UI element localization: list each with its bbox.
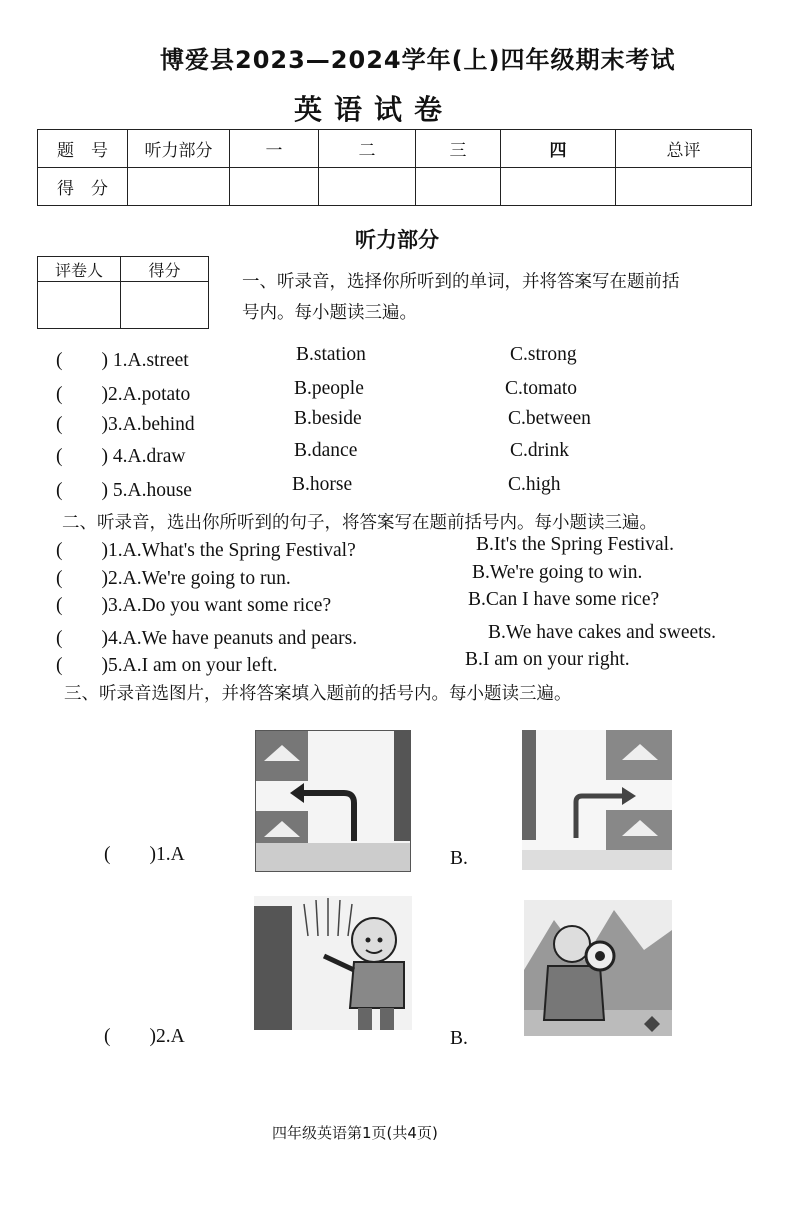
score-header-cell: 题 号 bbox=[38, 130, 128, 168]
p2-q4-b: B.We have cakes and sweets. bbox=[488, 622, 717, 643]
grader-table bbox=[37, 256, 209, 329]
p1-q5-b: B.horse bbox=[292, 474, 353, 495]
grader-blank[interactable] bbox=[121, 282, 209, 329]
score-header-cell: 总评 bbox=[616, 130, 752, 168]
grader-blank[interactable] bbox=[38, 282, 121, 329]
score-header-cell: 听力部分 bbox=[128, 130, 230, 168]
watching-tv-picture bbox=[254, 896, 412, 1030]
p2-q5-b: B.I am on your right. bbox=[465, 649, 630, 670]
turn-left-picture bbox=[255, 730, 411, 872]
p1-q4-c: C.drink bbox=[510, 440, 570, 461]
score-table bbox=[37, 129, 752, 206]
grader-score-label: 得分 bbox=[121, 257, 209, 282]
p1-q1-b: B.station bbox=[296, 344, 366, 365]
p2-q1-a: ( )1.A.What's the Spring Festival? bbox=[56, 540, 356, 561]
p1-q1-a: ( ) 1.A.street bbox=[56, 350, 189, 371]
section-title: 听力部分 bbox=[355, 228, 439, 252]
p1-q3-c: C.between bbox=[508, 408, 591, 429]
p1-q5-a: ( ) 5.A.house bbox=[56, 480, 192, 501]
part1-instruction-1: 一、听录音，选择你所听到的单词，并将答案写在题前括 bbox=[242, 272, 680, 292]
score-header-cell: 二 bbox=[319, 130, 416, 168]
p2-q5-a: ( )5.A.I am on your left. bbox=[56, 655, 278, 676]
part1-instruction-2: 号内。每小题读三遍。 bbox=[242, 303, 417, 323]
p3-q2-label: ( )2.A bbox=[104, 1026, 185, 1047]
p2-q1-b: B.It's the Spring Festival. bbox=[476, 534, 674, 555]
score-blank-cell[interactable] bbox=[616, 168, 752, 206]
p2-q3-a: ( )3.A.Do you want some rice? bbox=[56, 595, 332, 616]
taking-photo-picture bbox=[524, 900, 672, 1036]
p2-q4-a: ( )4.A.We have peanuts and pears. bbox=[56, 628, 358, 649]
score-header-cell: 一 bbox=[230, 130, 319, 168]
p1-q3-a: ( )3.A.behind bbox=[56, 414, 195, 435]
score-blank-cell[interactable] bbox=[416, 168, 501, 206]
score-blank-cell[interactable] bbox=[128, 168, 230, 206]
p3-q2-b-label: B. bbox=[450, 1028, 468, 1049]
p2-q3-b: B.Can I have some rice? bbox=[468, 589, 660, 610]
turn-right-picture bbox=[522, 730, 672, 870]
score-header-cell: 四 bbox=[501, 130, 616, 168]
p3-q1-label: ( )1.A bbox=[104, 844, 185, 865]
part2-instruction: 二、听录音，选出你所听到的句子，将答案写在题前括号内。每小题读三遍。 bbox=[62, 513, 657, 533]
p1-q4-b: B.dance bbox=[294, 440, 358, 461]
score-blank-cell[interactable] bbox=[230, 168, 319, 206]
p1-q3-b: B.beside bbox=[294, 408, 362, 429]
part3-instruction: 三、听录音选图片，并将答案填入题前的括号内。每小题读三遍。 bbox=[64, 684, 572, 704]
exam-subtitle: 英语试卷 bbox=[294, 93, 455, 126]
p1-q2-b: B.people bbox=[294, 378, 364, 399]
p2-q2-a: ( )2.A.We're going to run. bbox=[56, 568, 291, 589]
score-blank-cell[interactable] bbox=[501, 168, 616, 206]
p1-q1-c: C.strong bbox=[510, 344, 577, 365]
score-header-cell: 三 bbox=[416, 130, 501, 168]
p1-q2-a: ( )2.A.potato bbox=[56, 384, 191, 405]
exam-title: 博爱县2023—2024学年(上)四年级期末考试 bbox=[160, 46, 676, 74]
p2-q2-b: B.We're going to win. bbox=[472, 562, 643, 583]
score-blank-cell[interactable] bbox=[319, 168, 416, 206]
score-label-cell: 得 分 bbox=[38, 168, 128, 206]
grader-label: 评卷人 bbox=[38, 257, 121, 282]
p1-q2-c: C.tomato bbox=[505, 378, 578, 399]
p3-q1-b-label: B. bbox=[450, 848, 468, 869]
p1-q4-a: ( ) 4.A.draw bbox=[56, 446, 186, 467]
p1-q5-c: C.high bbox=[508, 474, 561, 495]
page-footer: 四年级英语第1页(共4页) bbox=[272, 1124, 438, 1142]
